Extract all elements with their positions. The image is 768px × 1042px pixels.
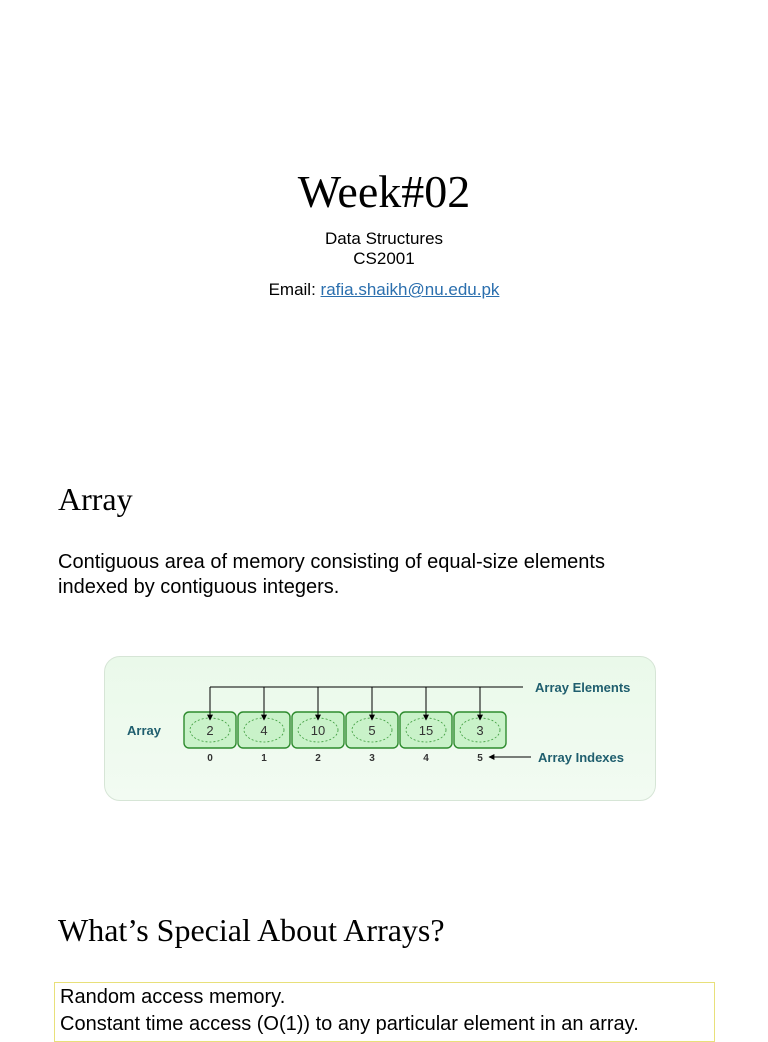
- array-indexes-label: Array Indexes: [538, 750, 624, 765]
- special-heading: What’s Special About Arrays?: [58, 912, 445, 948]
- special-point-constant-time: Constant time access (O(1)) to any particular element in an array.: [60, 1013, 639, 1035]
- array-index-label: 5: [477, 753, 483, 764]
- array-diagram: [104, 656, 656, 801]
- course-name: Data Structures: [324, 229, 444, 248]
- array-element-value: 3: [476, 723, 484, 738]
- array-index-label: 0: [207, 753, 213, 764]
- array-element-value: 4: [260, 723, 268, 738]
- special-points-box: [54, 982, 715, 1042]
- special-point-random-access: Random access memory.: [60, 986, 286, 1008]
- array-element-value: 5: [368, 723, 376, 738]
- email-link[interactable]: rafia.shaikh@nu.edu.pk: [320, 280, 500, 299]
- array-elements-label: Array Elements: [535, 680, 631, 695]
- title: Week#02: [297, 166, 471, 217]
- array-element-value: 15: [418, 723, 434, 738]
- array-label: Array: [127, 723, 161, 738]
- course-code: CS2001: [353, 249, 415, 268]
- array-definition-line-2: indexed by contiguous integers.: [58, 576, 340, 598]
- array-index-label: 3: [369, 753, 375, 764]
- array-index-label: 1: [261, 753, 267, 764]
- array-index-label: 4: [423, 753, 429, 764]
- array-heading: Array: [58, 481, 133, 517]
- email-label: Email:: [268, 280, 316, 299]
- email-line: [0, 279, 768, 301]
- array-element-value: 10: [310, 723, 326, 738]
- array-definition-line-1: Contiguous area of memory consisting of equal-size elements: [58, 551, 605, 573]
- array-index-label: 2: [315, 753, 321, 764]
- array-element-value: 2: [206, 723, 214, 738]
- array-diagram-svg: [105, 657, 657, 802]
